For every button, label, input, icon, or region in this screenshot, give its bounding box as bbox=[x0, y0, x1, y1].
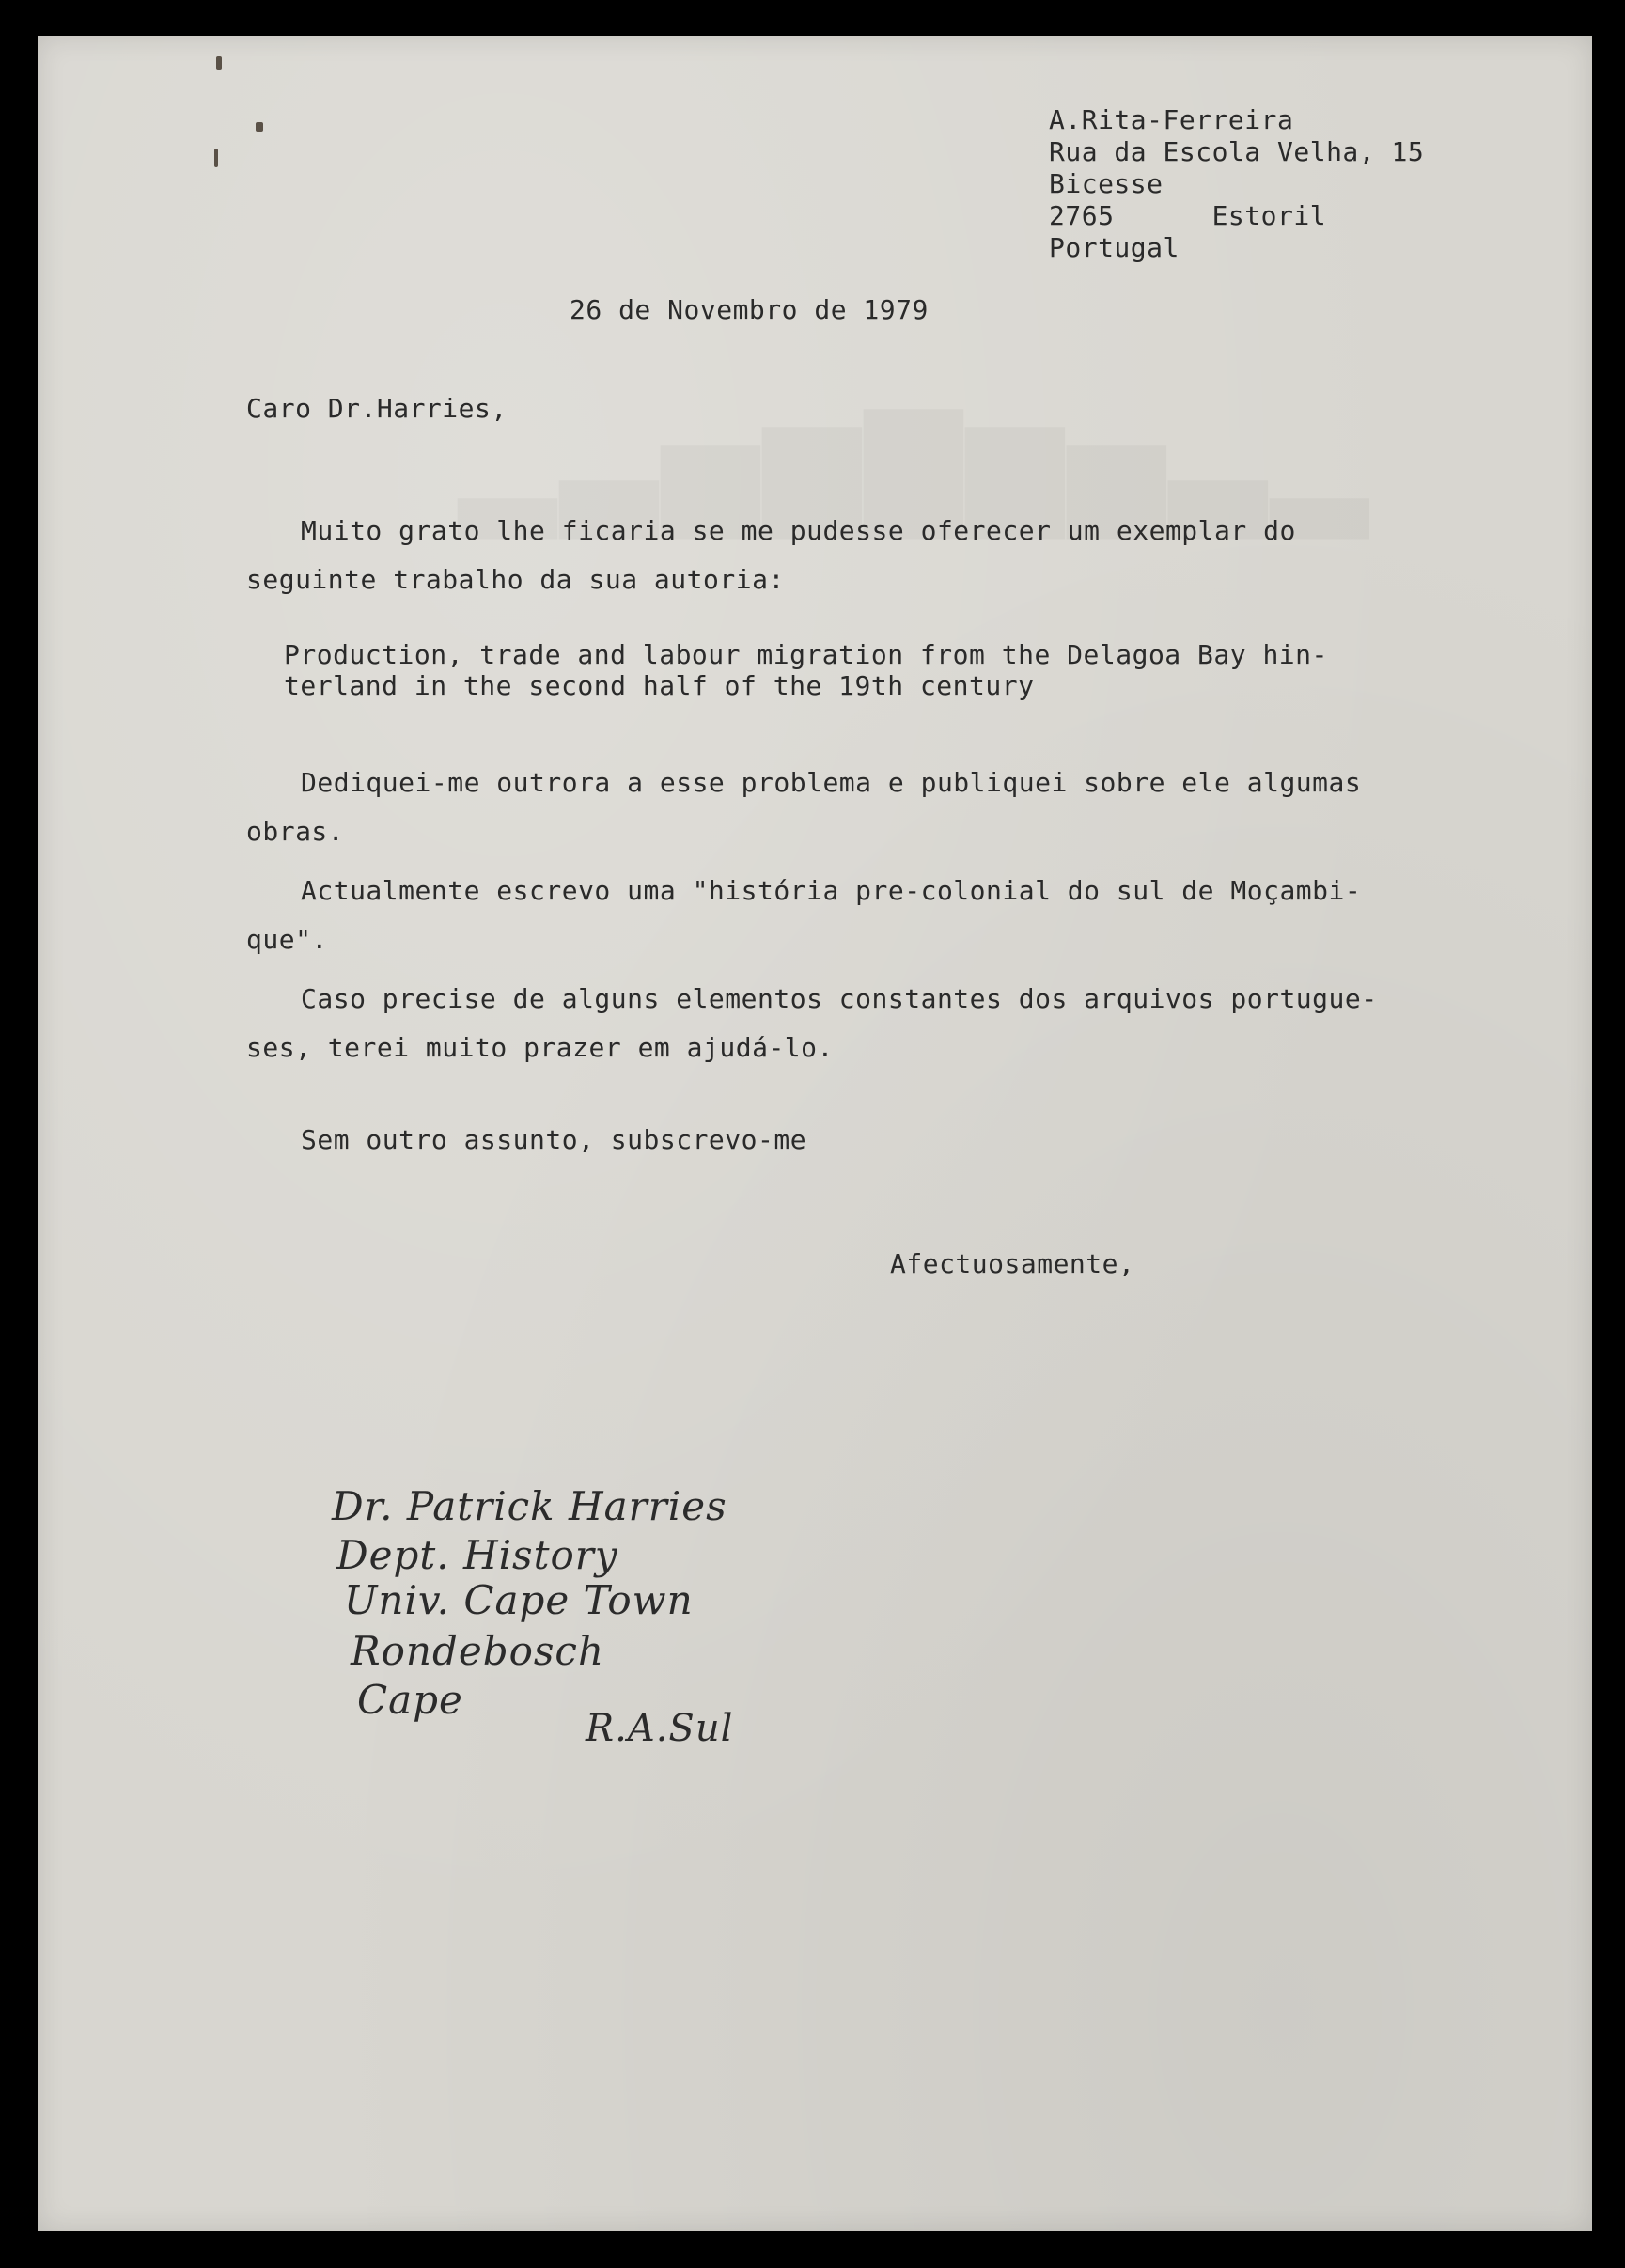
letter-date: 26 de Novembro de 1979 bbox=[570, 294, 929, 325]
paragraph-4-line-1: Caso precise de alguns elementos constantes dos arquivos portugue- bbox=[301, 983, 1378, 1014]
paragraph-3-line-1: Actualmente escrevo uma "história pre-colonial do sul de Moçambi- bbox=[301, 875, 1362, 906]
sender-locality: Bicesse bbox=[1049, 168, 1164, 199]
paragraph-2-line-2: obras. bbox=[246, 816, 345, 847]
paragraph-3-line-2: que". bbox=[246, 924, 328, 955]
letter-page bbox=[38, 36, 1592, 2231]
work-title-line-2: terland in the second half of the 19th century bbox=[284, 670, 1035, 701]
handwritten-country: R.A.Sul bbox=[586, 1707, 734, 1750]
paragraph-4-line-2: ses, terei muito prazer em ajudá-lo. bbox=[246, 1032, 834, 1063]
valediction: Afectuosamente, bbox=[890, 1248, 1135, 1279]
sender-name: A.Rita-Ferreira bbox=[1049, 104, 1294, 135]
sender-postcode-city: 2765 Estoril bbox=[1049, 200, 1327, 231]
handwritten-suburb: Rondebosch bbox=[351, 1628, 604, 1674]
paragraph-1-line-2: seguinte trabalho da sua autoria: bbox=[246, 564, 785, 595]
handwritten-recipient-name: Dr. Patrick Harries bbox=[332, 1483, 727, 1529]
closing-line: Sem outro assunto, subscrevo-me bbox=[301, 1124, 807, 1155]
handwritten-department: Dept. History bbox=[336, 1532, 618, 1578]
sender-street: Rua da Escola Velha, 15 bbox=[1049, 136, 1425, 167]
handwritten-university: Univ. Cape Town bbox=[344, 1577, 694, 1623]
handwritten-province: Cape bbox=[357, 1677, 463, 1723]
sender-country: Portugal bbox=[1049, 232, 1180, 263]
paragraph-2-line-1: Dediquei-me outrora a esse problema e publiquei sobre ele algumas bbox=[301, 767, 1362, 798]
work-title-line-1: Production, trade and labour migration from the Delagoa Bay hin- bbox=[284, 639, 1328, 670]
paragraph-1-line-1: Muito grato lhe ficaria se me pudesse oferecer um exemplar do bbox=[301, 515, 1296, 546]
salutation: Caro Dr.Harries, bbox=[246, 393, 508, 424]
punch-mark bbox=[214, 149, 218, 167]
punch-mark bbox=[256, 122, 263, 132]
punch-mark bbox=[216, 56, 222, 70]
